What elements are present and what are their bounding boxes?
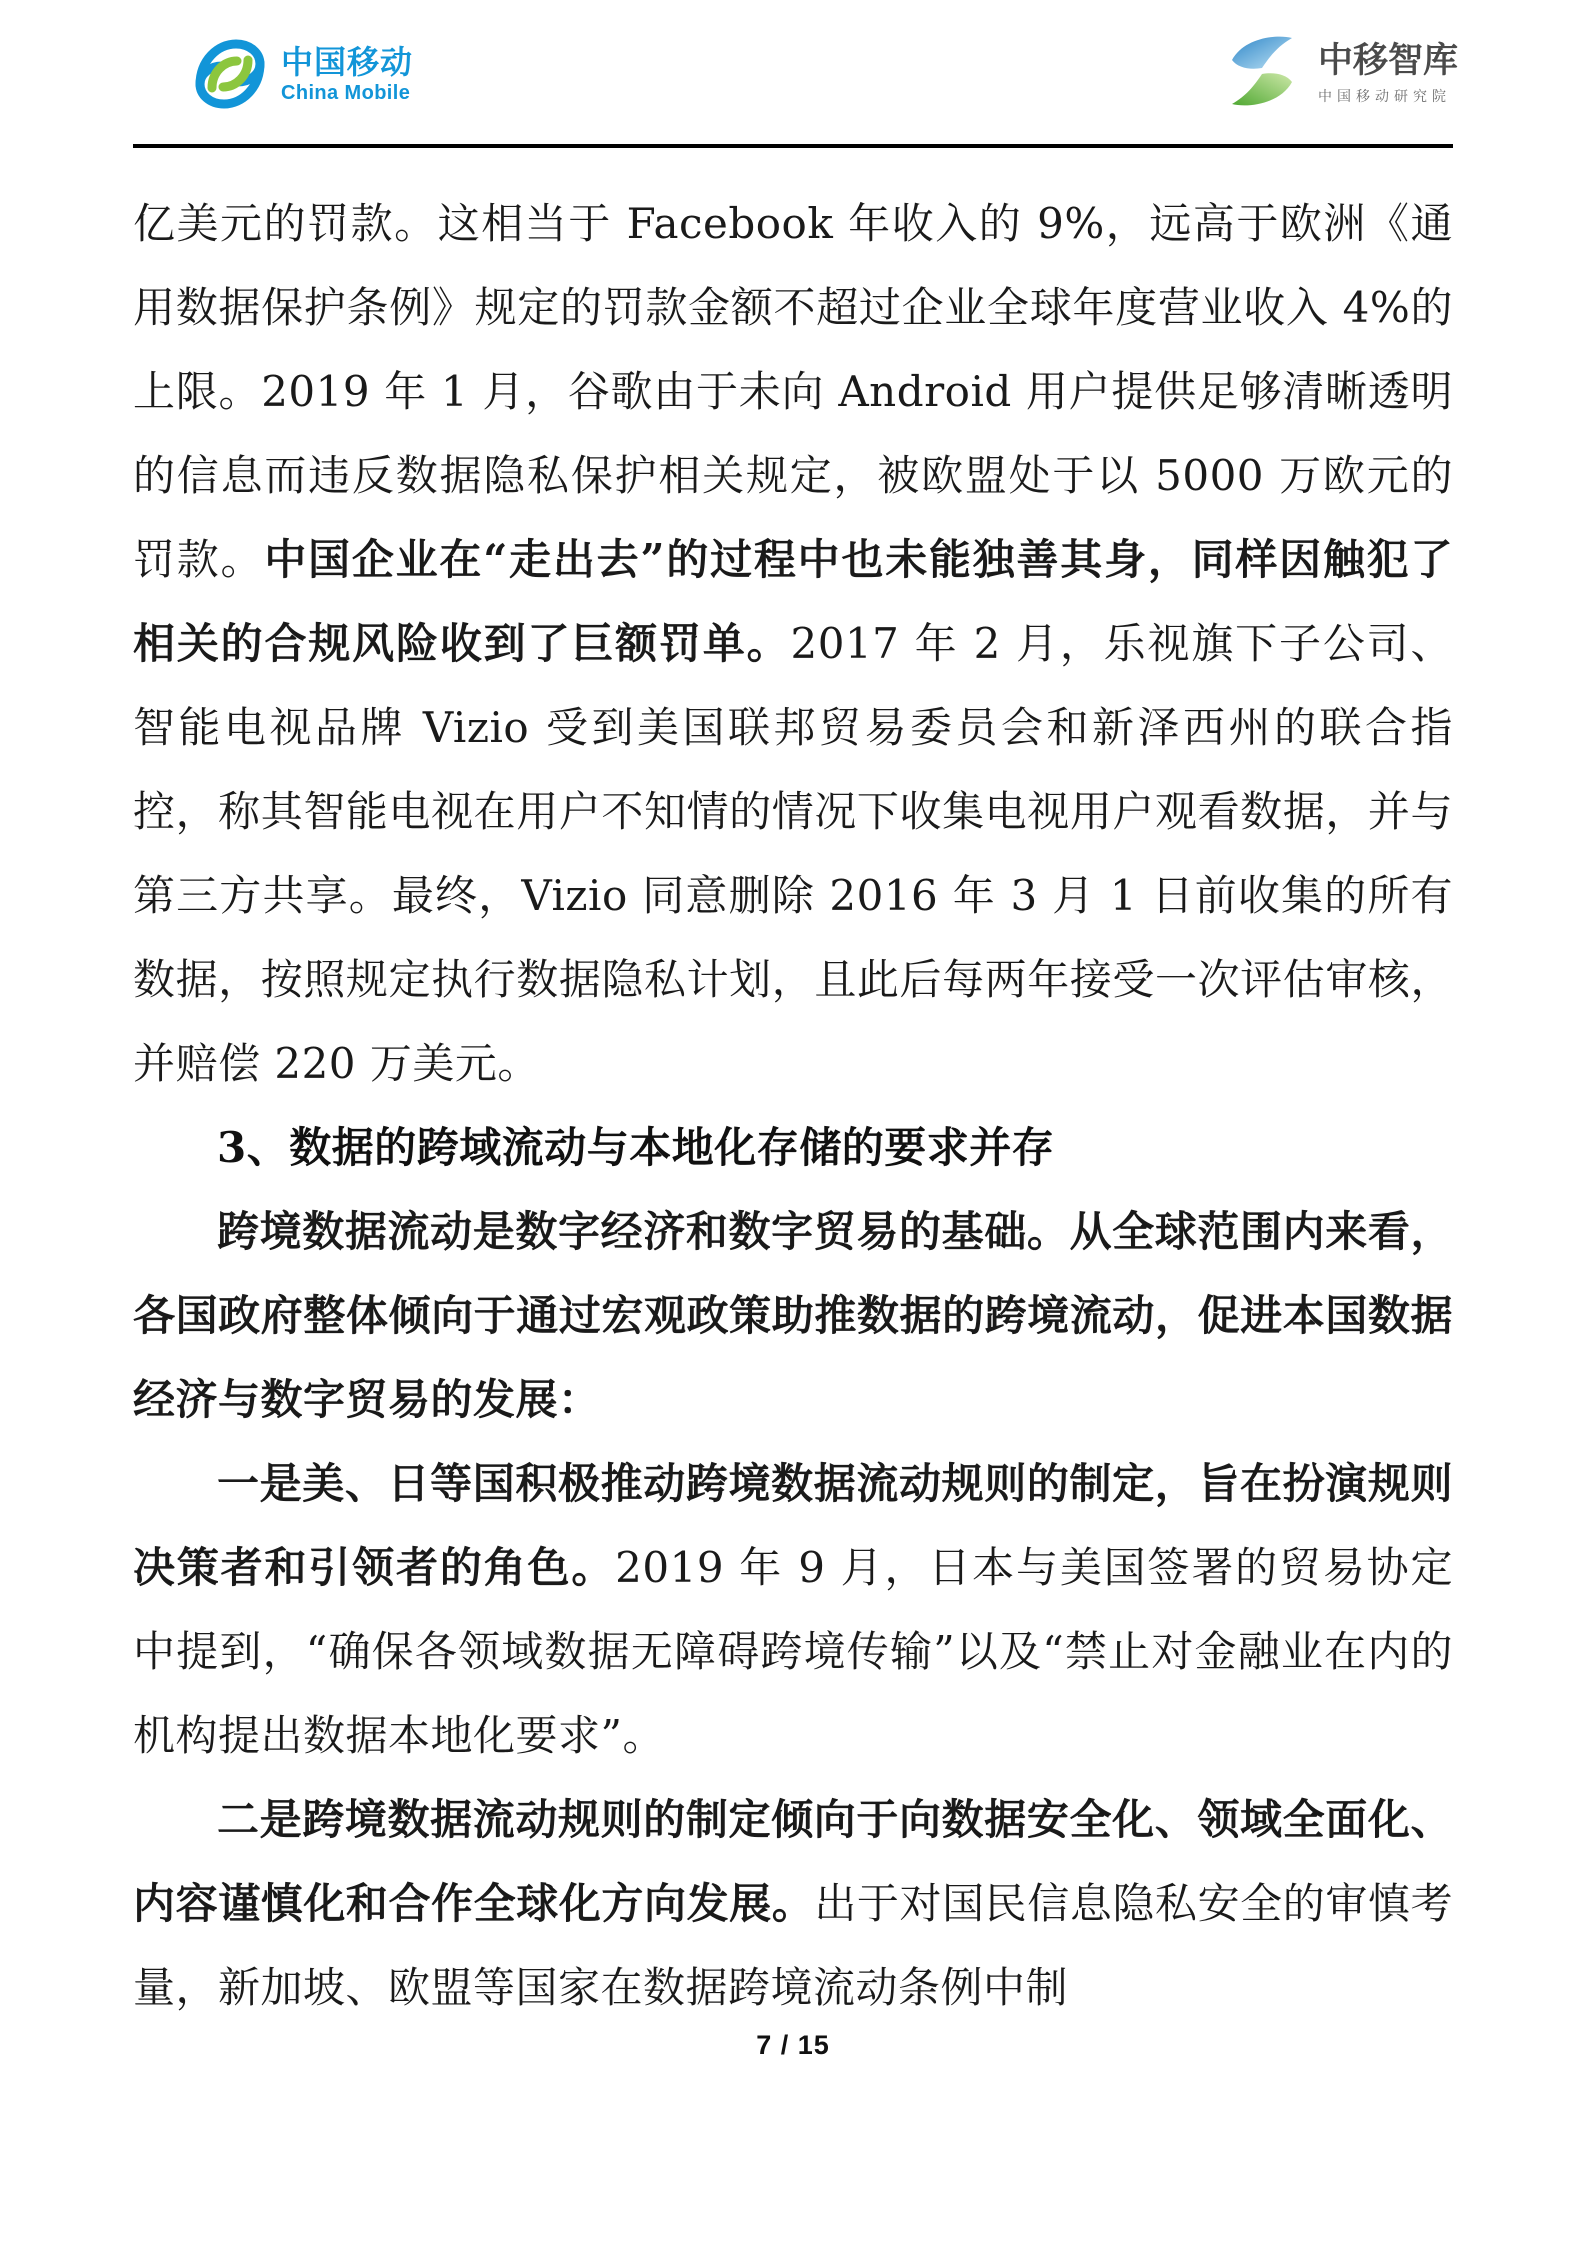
zhiku-logo-text — [1318, 38, 1458, 104]
text-run: 亿美元的罚款。这相当于 Facebook 年收入的 9%，远高于欧洲《通用数据保护条例》规定的罚款金额不超过企业全球年度营业收入 4%的上限。2019 年 1 月，谷歌由于未向 Android 用户提供足够清晰透明的信息而违反数据隐私保护相关规定，被欧盟处于以 5000 万欧元的罚款。 — [133, 199, 1453, 584]
china-mobile-logo-text — [281, 42, 414, 104]
section-heading-3: 3、数据的跨域流动与本地化存储的要求并存 — [217, 1123, 1055, 1172]
china-mobile-logo — [192, 38, 413, 110]
paragraph-point-two — [133, 1778, 1453, 2030]
china-mobile-logo-mark-icon — [192, 38, 268, 110]
emphasis-run: 二是跨境数据流动规则的制定倾向于向数据安全化、领域全面化、内容谨慎化和合作全球化方向发展。 — [133, 1795, 1453, 1928]
zhiku-sub-name: 中国移动研究院 — [1317, 89, 1451, 105]
emphasis-run: 中国企业在“走出去”的过程中也未能独善其身，同样因触犯了相关的合规风险收到了巨额罚单。 — [133, 535, 1453, 668]
paragraph-crossborder-intro — [133, 1190, 1453, 1442]
zhiku-logo — [1222, 30, 1458, 112]
page-number: 7 / 15 — [756, 2030, 830, 2060]
paragraph-penalty — [133, 182, 1453, 1106]
text-run: 2019 年 9 月，日本与美国签署的贸易协定中提到，“确保各领域数据无障碍跨境传输”以及“禁止对金融业在内的机构提出数据本地化要求”。 — [133, 1543, 1453, 1760]
header-divider — [133, 144, 1453, 148]
page-header — [0, 0, 1586, 132]
emphasis-run: 一是美、日等国积极推动跨境数据流动规则的制定，旨在扮演规则决策者和引领者的角色。 — [133, 1459, 1453, 1592]
text-run: 2017 年 2 月，乐视旗下子公司、智能电视品牌 Vizio 受到美国联邦贸易委员会和新泽西州的联合指控，称其智能电视在用户不知情的情况下收集电视用户观看数据，并与第三方共享。最终，Vizio 同意删除 2016 年 3 月 1 日前收集的所有数据，按照规定执行数据隐私计划，且此后每两年接受一次评估审核，并赔偿 220 万美元。 — [133, 619, 1453, 1088]
china-mobile-cn-name: 中国移动 — [281, 42, 414, 81]
text-run: 出于对国民信息隐私安全的审慎考量，新加坡、欧盟等国家在数据跨境流动条例中制 — [133, 1879, 1453, 2012]
china-mobile-en-name: China Mobile — [281, 81, 411, 104]
page-footer — [0, 2030, 1586, 2061]
zhongyi-zhiku-logo-mark-icon — [1222, 30, 1302, 112]
emphasis-run: 跨境数据流动是数字经济和数字贸易的基础。从全球范围内来看，各国政府整体倾向于通过宏观政策助推数据的跨境流动，促进本国数据经济与数字贸易的发展： — [133, 1207, 1453, 1424]
document-body — [133, 182, 1453, 2030]
paragraph-point-one — [133, 1442, 1453, 1778]
zhiku-cn-name: 中移智库 — [1317, 41, 1458, 81]
